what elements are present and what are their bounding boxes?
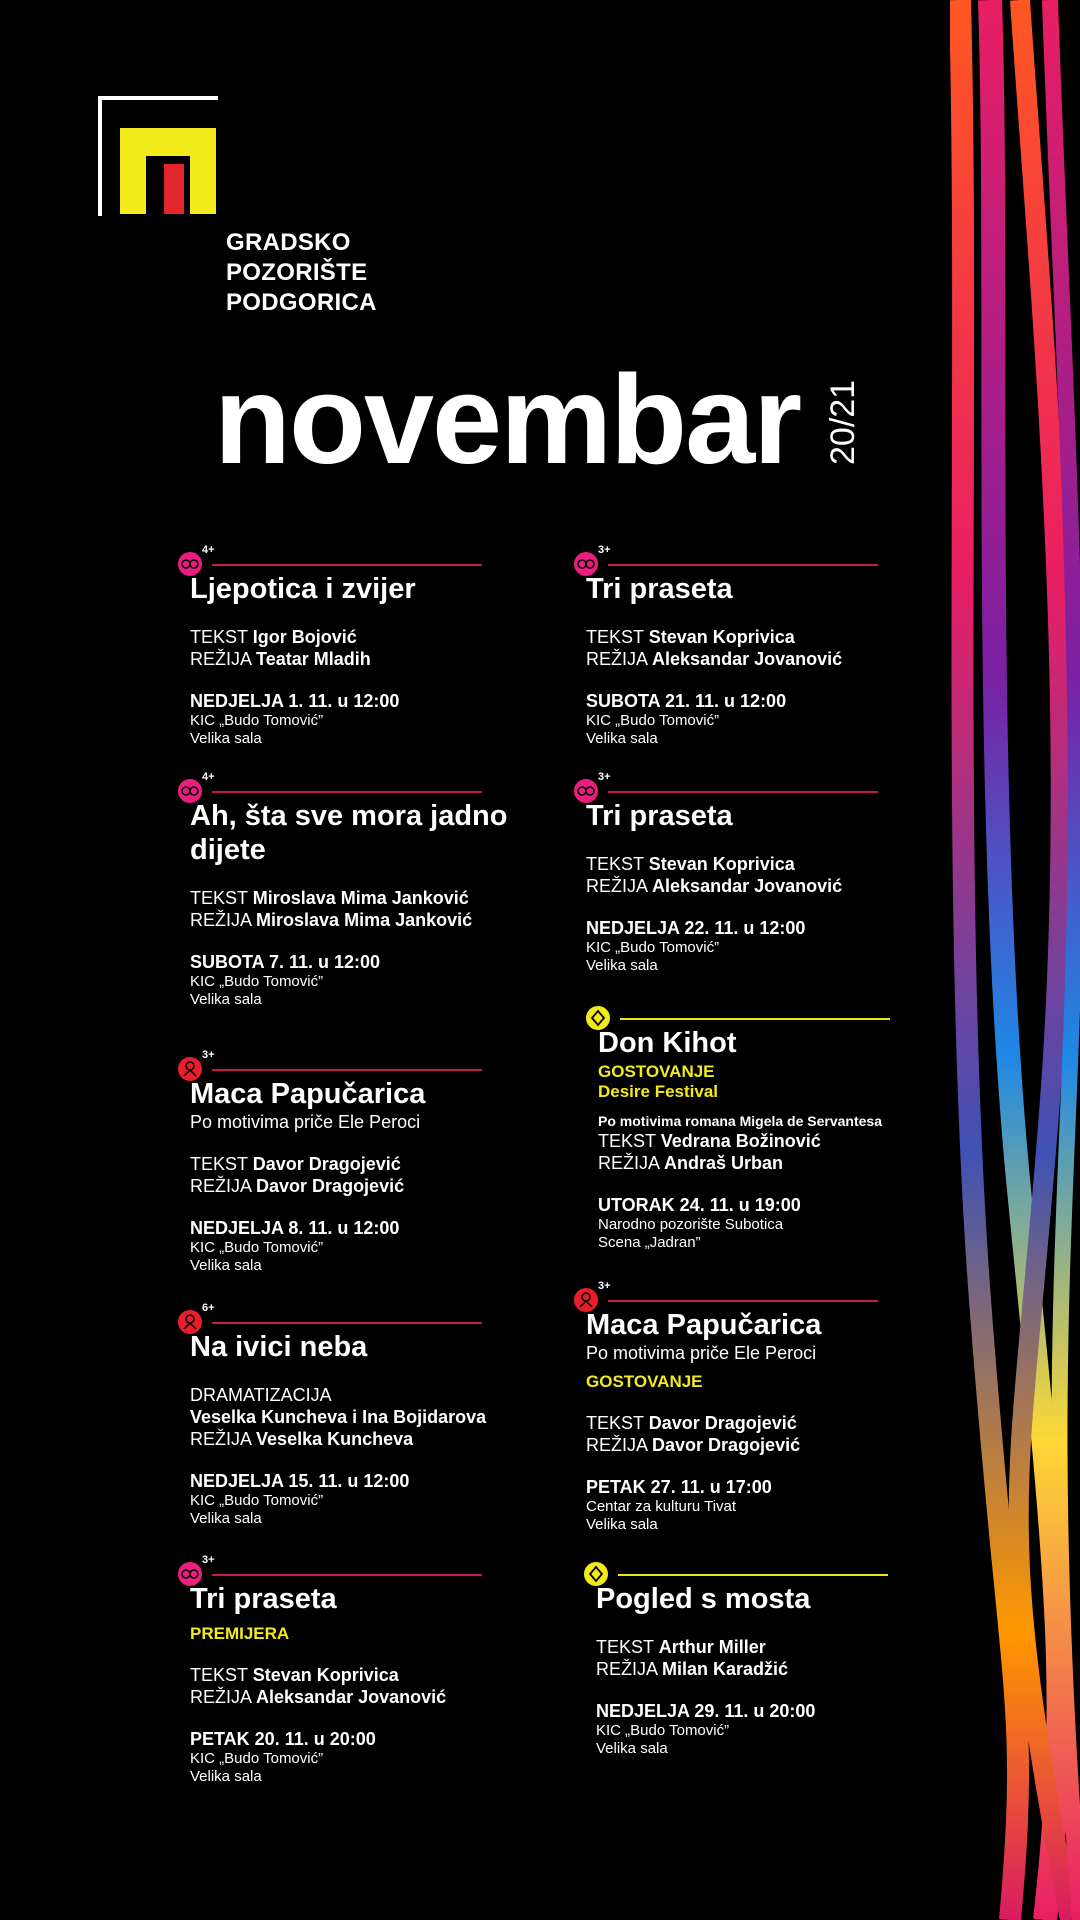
event-date: SUBOTA 7. 11. u 12:00	[190, 952, 381, 972]
festival-tag: Desire Festival	[598, 1082, 719, 1101]
event-date: UTORAK 24. 11. u 19:00	[598, 1195, 801, 1215]
divider	[608, 791, 878, 793]
event-title: Tri praseta	[190, 1583, 337, 1615]
event-hall: Velika sala	[190, 1257, 262, 1274]
diamond-icon	[586, 1006, 610, 1030]
divider	[620, 1018, 890, 1020]
age-rating: 3+	[598, 1280, 611, 1292]
credit-label: TEKST	[586, 854, 644, 874]
event-card	[586, 771, 1006, 975]
credit-label: REŽIJA	[190, 1176, 252, 1196]
event-title: Tri praseta	[586, 573, 733, 605]
event-card	[586, 544, 1006, 748]
credit-name: Vedrana Božinović	[660, 1131, 821, 1151]
credit-name: Stevan Koprivica	[648, 854, 795, 874]
event-credits	[190, 626, 610, 670]
event-title: Pogled s mosta	[596, 1583, 811, 1615]
credit-label: REŽIJA	[586, 649, 648, 669]
mask-icon	[178, 779, 202, 803]
event-venue: KIC „Budo Tomović”	[190, 1492, 324, 1509]
event-date: NEDJELJA 15. 11. u 12:00	[190, 1471, 410, 1491]
divider	[212, 1069, 482, 1071]
event-venue: Centar za kulturu Tivat	[586, 1498, 737, 1515]
divider	[212, 1322, 482, 1324]
event-card	[190, 1554, 610, 1786]
event-venue: KIC „Budo Tomović”	[190, 1750, 324, 1767]
event-hall: Velika sala	[190, 1768, 262, 1785]
age-rating: 3+	[598, 771, 611, 783]
event-venue: KIC „Budo Tomović”	[586, 939, 720, 956]
credit-label: REŽIJA	[190, 649, 252, 669]
credit-name: Aleksandar Jovanović	[256, 1687, 447, 1707]
credit-name: Stevan Koprivica	[648, 627, 795, 647]
event-subtitle: Po motivima priče Ele Peroci	[586, 1343, 817, 1363]
credit-label: REŽIJA	[190, 1687, 252, 1707]
brand-line: GRADSKO	[226, 229, 351, 256]
credit-name: Veselka Kuncheva	[256, 1429, 414, 1449]
event-card	[586, 1280, 1006, 1534]
event-credits	[190, 1664, 610, 1708]
credit-label: TEKST	[190, 627, 248, 647]
event-title: Maca Papučarica	[190, 1078, 426, 1110]
mask-icon	[178, 1562, 202, 1586]
event-date: PETAK 20. 11. u 20:00	[190, 1729, 376, 1749]
event-card	[190, 1302, 610, 1528]
credit-label: REŽIJA	[586, 1435, 648, 1455]
credit-label: REŽIJA	[190, 1429, 252, 1449]
credit-name: Arthur Miller	[658, 1637, 766, 1657]
event-date: NEDJELJA 1. 11. u 12:00	[190, 691, 400, 711]
event-credits	[598, 1130, 978, 1174]
event-hall: Velika sala	[586, 730, 658, 747]
divider	[618, 1574, 888, 1576]
age-rating: 4+	[202, 544, 215, 556]
event-card	[190, 1049, 610, 1275]
event-hall: Velika sala	[586, 957, 658, 974]
diamond-icon	[584, 1562, 608, 1586]
event-venue: KIC „Budo Tomović”	[596, 1722, 730, 1739]
divider	[212, 564, 482, 566]
event-date: NEDJELJA 29. 11. u 20:00	[596, 1701, 816, 1721]
credit-label: TEKST	[190, 888, 248, 908]
event-hall: Velika sala	[596, 1740, 668, 1757]
event-credits	[586, 853, 1006, 897]
credit-name: Davor Dragojević	[652, 1435, 801, 1455]
divider	[608, 564, 878, 566]
age-rating: 3+	[598, 544, 611, 556]
credit-name: Aleksandar Jovanović	[652, 649, 843, 669]
guest-tag: GOSTOVANJE	[586, 1372, 703, 1391]
event-title: Don Kihot	[598, 1027, 737, 1059]
event-credits	[190, 1384, 610, 1450]
age-rating: 3+	[202, 1554, 215, 1566]
credit-label: TEKST	[596, 1637, 654, 1657]
event-hall: Velika sala	[190, 1510, 262, 1527]
divider	[212, 791, 482, 793]
event-title: Ah, šta sve mora jadno dijete	[190, 800, 508, 866]
credit-name: Veselka Kuncheva i Ina Bojidarova	[190, 1407, 487, 1427]
credit-name: Teatar Mladih	[256, 649, 371, 669]
event-hall: Velika sala	[586, 1516, 658, 1533]
age-rating: 3+	[202, 1049, 215, 1061]
event-hall: Velika sala	[190, 991, 262, 1008]
puppet-icon	[178, 1057, 202, 1081]
brand-name	[226, 228, 377, 318]
credit-name: Igor Bojović	[252, 627, 357, 647]
credit-name: Davor Dragojević	[256, 1176, 405, 1196]
credit-label: TEKST	[190, 1665, 248, 1685]
brand-line: POZORIŠTE	[226, 259, 368, 286]
month-title: novembar	[214, 349, 801, 490]
event-hall: Velika sala	[190, 730, 262, 747]
mask-icon	[574, 552, 598, 576]
credit-label: REŽIJA	[586, 876, 648, 896]
event-credits	[596, 1636, 1016, 1680]
event-credits	[190, 1153, 610, 1197]
event-venue: KIC „Budo Tomović”	[586, 712, 720, 729]
event-date: PETAK 27. 11. u 17:00	[586, 1477, 772, 1497]
brand-line: PODGORICA	[226, 289, 377, 316]
credit-label: REŽIJA	[190, 910, 252, 930]
credit-label: REŽIJA	[596, 1659, 658, 1679]
event-venue: Narodno pozorište Subotica	[598, 1216, 784, 1233]
guest-tag: GOSTOVANJE	[598, 1062, 715, 1081]
credit-name: Miroslava Mima Janković	[252, 888, 469, 908]
season-label: 20/21	[824, 379, 862, 465]
credit-name: Andraš Urban	[664, 1153, 784, 1173]
event-card	[190, 544, 610, 748]
credit-name: Miroslava Mima Janković	[256, 910, 473, 930]
premiere-tag: PREMIJERA	[190, 1624, 290, 1643]
logo-frame	[98, 96, 102, 216]
divider	[608, 1300, 878, 1302]
event-card	[190, 771, 610, 1009]
credit-name: Davor Dragojević	[648, 1413, 797, 1433]
divider	[212, 1574, 482, 1576]
credit-label: TEKST	[586, 627, 644, 647]
credit-label: TEKST	[190, 1154, 248, 1174]
credit-label: DRAMATIZACIJA	[190, 1385, 332, 1405]
age-rating: 4+	[202, 771, 215, 783]
event-note: Po motivima romana Migela de Servantesa	[598, 1113, 882, 1129]
credit-label: TEKST	[586, 1413, 644, 1433]
event-title: Tri praseta	[586, 800, 733, 832]
event-venue: KIC „Budo Tomović”	[190, 973, 324, 990]
mask-icon	[178, 552, 202, 576]
event-date: NEDJELJA 8. 11. u 12:00	[190, 1218, 400, 1238]
age-rating: 6+	[202, 1302, 215, 1314]
mask-icon	[574, 779, 598, 803]
event-date: NEDJELJA 22. 11. u 12:00	[586, 918, 806, 938]
event-date: SUBOTA 21. 11. u 12:00	[586, 691, 787, 711]
puppet-icon	[574, 1288, 598, 1312]
event-venue: KIC „Budo Tomović”	[190, 1239, 324, 1256]
event-title: Maca Papučarica	[586, 1309, 822, 1341]
event-title: Ljepotica i zvijer	[190, 573, 416, 605]
credit-name: Milan Karadžić	[662, 1659, 789, 1679]
credit-name: Aleksandar Jovanović	[652, 876, 843, 896]
event-credits	[586, 626, 1006, 670]
credit-name: Davor Dragojević	[252, 1154, 401, 1174]
event-subtitle: Po motivima priče Ele Peroci	[190, 1112, 421, 1132]
event-title: Na ivici neba	[190, 1331, 368, 1363]
event-card	[598, 1004, 978, 1252]
theatre-logo	[164, 164, 184, 214]
event-credits	[586, 1412, 1006, 1456]
event-credits	[190, 887, 610, 931]
credit-label: REŽIJA	[598, 1153, 660, 1173]
credit-label: TEKST	[598, 1131, 656, 1151]
logo-frame	[98, 96, 218, 100]
puppet-icon	[178, 1310, 202, 1334]
event-card	[596, 1560, 1016, 1758]
event-venue: KIC „Budo Tomović”	[190, 712, 324, 729]
credit-name: Stevan Koprivica	[252, 1665, 399, 1685]
event-hall: Scena „Jadran”	[598, 1234, 701, 1251]
